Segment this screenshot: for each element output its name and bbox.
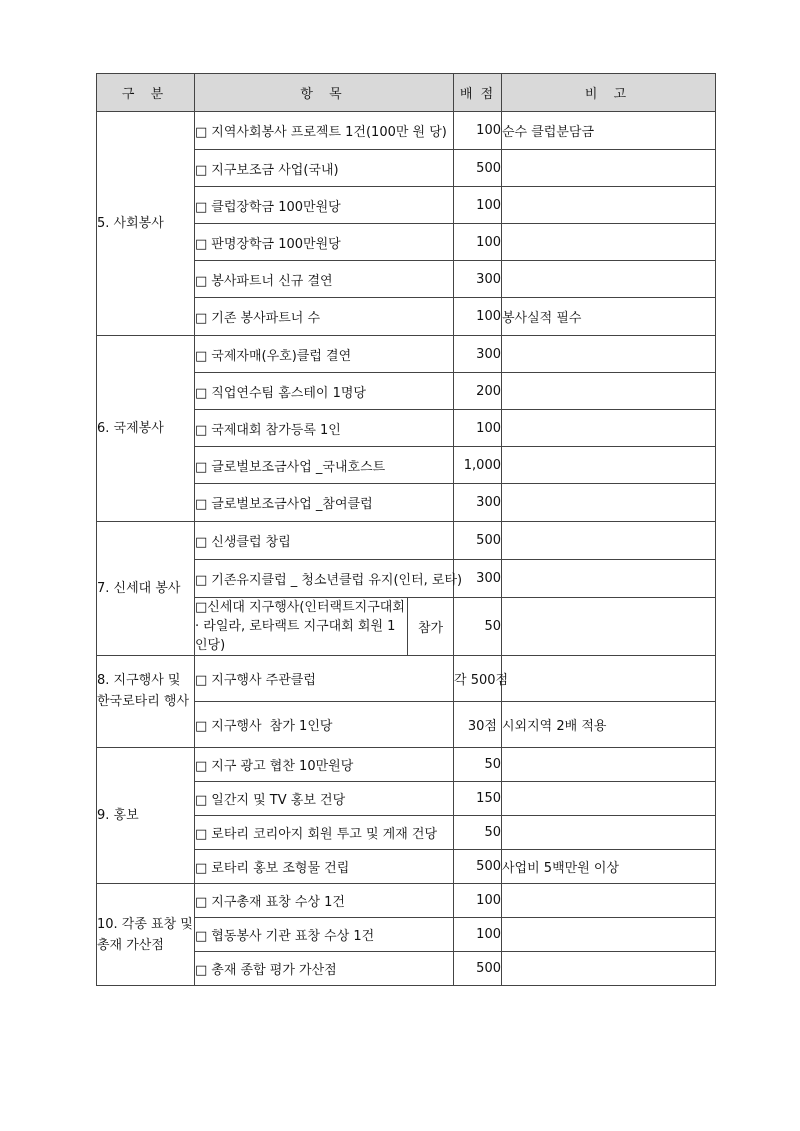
score-cell: 300	[454, 484, 502, 522]
table-row	[97, 336, 716, 373]
item-cell: □ 글로벌보조금사업 _참여클럽	[195, 484, 454, 522]
item-cell: □ 기존 봉사파트너 수	[195, 298, 454, 336]
item-cell: □ 협동봉사 기관 표창 수상 1건	[195, 918, 454, 952]
note-cell	[502, 598, 716, 656]
checkbox-icon: □	[195, 895, 208, 910]
note-cell	[502, 884, 716, 918]
note-cell	[502, 150, 716, 187]
score-cell: 200	[454, 373, 502, 410]
table-row	[97, 522, 716, 560]
checkbox-icon: □	[195, 125, 208, 140]
table-row	[97, 656, 716, 702]
checkbox-icon: □	[195, 385, 208, 401]
note-cell	[502, 816, 716, 850]
score-cell: 100	[454, 918, 502, 952]
score-cell: 100	[454, 410, 502, 447]
item-cell: □ 총재 종합 평가 가산점	[195, 952, 454, 986]
score-cell: 300	[454, 336, 502, 373]
category-cell: 9. 홍보	[97, 748, 195, 884]
checkbox-icon: □	[195, 793, 208, 808]
note-cell	[502, 952, 716, 986]
score-cell: 100	[454, 187, 502, 224]
note-cell	[502, 656, 716, 702]
table-row	[97, 748, 716, 782]
table-row	[97, 884, 716, 918]
item-cell: □ 로타리 홍보 조형물 건립	[195, 850, 454, 884]
score-cell: 1,000	[454, 447, 502, 484]
checkbox-icon: □	[195, 861, 208, 876]
score-cell: 100	[454, 884, 502, 918]
table-row	[97, 112, 716, 150]
category-cell: 6. 국제봉사	[97, 336, 195, 522]
checkbox-icon: □	[195, 929, 208, 944]
checkbox-icon: □	[195, 573, 208, 588]
score-cell: 300	[454, 261, 502, 298]
note-cell	[502, 410, 716, 447]
score-cell: 50	[454, 748, 502, 782]
score-table	[96, 73, 716, 986]
item-cell: □ 신생클럽 창립	[195, 522, 454, 560]
score-cell: 100	[454, 298, 502, 336]
item-cell: □신세대 지구행사(인터랙트지구대회 · 라일라, 로타랙트 지구대회 회원 1인당)	[195, 598, 408, 656]
note-cell	[502, 522, 716, 560]
score-cell: 30점	[454, 702, 502, 748]
item-cell: □ 국제대회 참가등록 1인	[195, 410, 454, 447]
checkbox-icon: □	[195, 673, 208, 688]
header-score: 배 점	[454, 74, 502, 112]
score-cell: 500	[454, 952, 502, 986]
score-cell: 300	[454, 560, 502, 598]
category-cell: 8. 지구행사 및 한국로타리 행사	[97, 656, 195, 748]
score-cell: 500	[454, 150, 502, 187]
header-row	[97, 74, 716, 112]
score-cell: 100	[454, 224, 502, 261]
note-cell	[502, 918, 716, 952]
item-cell: □ 기존유지클럽 _ 청소년클럽 유지(인터, 로타)	[195, 560, 454, 598]
item-cell: □ 글로벌보조금사업 _국내호스트	[195, 447, 454, 484]
checkbox-icon: □	[195, 162, 208, 178]
item-cell: □ 직업연수팀 홈스테이 1명당	[195, 373, 454, 410]
item-cell: □ 봉사파트너 신규 결연	[195, 261, 454, 298]
checkbox-icon: □	[195, 422, 208, 438]
score-cell: 50	[454, 816, 502, 850]
sub-label-cell: 참가	[408, 598, 454, 656]
item-cell: □ 판명장학금 100만원당	[195, 224, 454, 261]
checkbox-icon: □	[195, 759, 208, 774]
category-cell: 5. 사회봉사	[97, 112, 195, 336]
note-cell	[502, 560, 716, 598]
note-cell	[502, 484, 716, 522]
checkbox-icon: □	[195, 827, 208, 842]
note-cell	[502, 373, 716, 410]
item-cell: □ 지구총재 표창 수상 1건	[195, 884, 454, 918]
note-cell: 봉사실적 필수	[502, 298, 716, 336]
checkbox-icon: □	[195, 459, 208, 475]
checkbox-icon: □	[195, 311, 208, 326]
score-cell: 각 500점	[454, 656, 502, 702]
checkbox-icon: □	[195, 719, 208, 734]
item-cell: □ 일간지 및 TV 홍보 건당	[195, 782, 454, 816]
note-cell: 순수 클럽분담금	[502, 112, 716, 150]
category-cell: 10. 각종 표창 및 총재 가산점	[97, 884, 195, 986]
checkbox-icon: □	[195, 963, 208, 978]
note-cell	[502, 224, 716, 261]
note-cell: 시외지역 2배 적용	[502, 702, 716, 748]
header-category: 구 분	[97, 74, 195, 112]
item-cell: □ 지구 광고 협찬 10만원당	[195, 748, 454, 782]
item-cell: □ 지구보조금 사업(국내)	[195, 150, 454, 187]
note-cell: 사업비 5백만원 이상	[502, 850, 716, 884]
note-cell	[502, 187, 716, 224]
note-cell	[502, 447, 716, 484]
note-cell	[502, 782, 716, 816]
checkbox-icon: □	[195, 535, 208, 550]
checkbox-icon: □	[195, 236, 208, 252]
header-item: 항 목	[195, 74, 454, 112]
checkbox-icon: □	[195, 600, 208, 615]
item-cell: □ 지역사회봉사 프로젝트 1건(100만 원 당)	[195, 112, 454, 150]
category-cell: 7. 신세대 봉사	[97, 522, 195, 656]
note-cell	[502, 336, 716, 373]
score-cell: 100	[454, 112, 502, 150]
note-cell	[502, 748, 716, 782]
score-cell: 500	[454, 522, 502, 560]
item-cell: □ 클럽장학금 100만원당	[195, 187, 454, 224]
item-cell: □ 지구행사 주관클럽	[195, 656, 454, 702]
checkbox-icon: □	[195, 497, 208, 512]
item-cell: □ 로타리 코리아지 회원 투고 및 게재 건당	[195, 816, 454, 850]
score-cell: 150	[454, 782, 502, 816]
score-cell: 50	[454, 598, 502, 656]
header-note: 비 고	[502, 74, 716, 112]
item-cell: □ 국제자매(우호)클럽 결연	[195, 336, 454, 373]
checkbox-icon: □	[195, 199, 208, 215]
checkbox-icon: □	[195, 348, 208, 364]
score-cell: 500	[454, 850, 502, 884]
item-cell: □ 지구행사 참가 1인당	[195, 702, 454, 748]
checkbox-icon: □	[195, 273, 208, 289]
note-cell	[502, 261, 716, 298]
